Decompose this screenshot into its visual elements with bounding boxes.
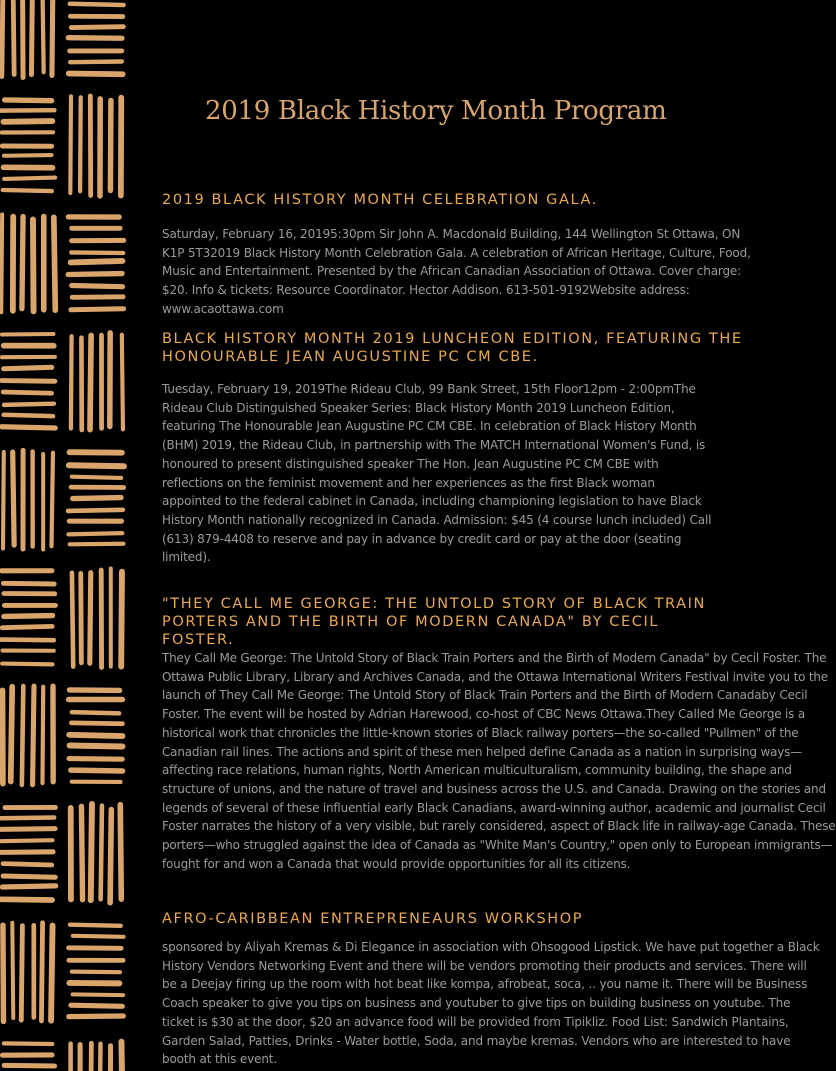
event-luncheon-edition (162, 330, 762, 567)
event-description: They Call Me George: The Untold Story of Black Train Porters and the Birth of Modern Canada" by Cecil Foster. The Ottawa Public Library, Library and Archives Canada, and the Ottawa International Writers Festival invite you to the launch of They Call Me George: The Untold Story of Black Train Porters and the Birth of Modern Canadaby Cecil Foster. The event will be hosted by Adrian Harewood, co-host of CBC News Ottawa.They Called Me George is a historical work that chronicles the little-known stories of Black railway porters—the so-called "Pullmen" of the Canadian rail lines. The actions and spirit of these men helped define Canada as a nation in surprising ways—affecting race relations, human rights, North American multiculturalism, community building, the shape and structure of unions, and the nature of travel and business across the U.S. and Canada. Drawing on the stories and legends of several of these influential early Black Canadians, award-winning author, academic and journalist Cecil Foster narrates the history of a very visible, but rarely considered, aspect of Black life in railway-age Canada. These porters—who struggled against the idea of Canada as "White Man's Country," open only to European immigrants—fought for and won a Canada that would provide opportunities for all its citizens. (162, 651, 836, 871)
event-description: Tuesday, February 19, 2019The Rideau Club, 99 Bank Street, 15th Floor12pm - 2:00pmThe Rideau Club Distinguished Speaker Series: Black History Month 2019 Luncheon Edition, featuring The Honourable Jean Augustine PC CM CBE. In celebration of Black History Month (BHM) 2019, the Rideau Club, in partnership with The MATCH International Women's Fund, is honoured to present distinguished speaker The Hon. Jean Augustine PC CM CBE with reflections on the feminist movement and her experiences as the first Black woman appointed to the federal cabinet in Canada, including championing legislation to have Black History Month nationally recognized in Canada. Admission: $45 (4 course lunch included) Call (613) 879-4408 to reserve and pay in advance by credit card or pay at the door (seating limited). (162, 382, 712, 565)
page-title: 2019 Black History Month Program (205, 96, 667, 126)
event-celebration-gala (162, 191, 762, 319)
event-description: Saturday, February 16, 20195:30pm Sir John A. Macdonald Building, 144 Wellington St Ottawa, ON K1P 5T32019 Black History Month Celebration Gala. A celebration of African Heritage, Culture, Food, Music and Entertainment. Presented by the African Canadian Association of Ottawa. Cover charge: $20. Info & tickets: Resource Coordinator. Hector Addison. 613-501-9192Website address: www.acaottawa.com (162, 227, 751, 316)
event-heading: BLACK HISTORY MONTH 2019 LUNCHEON EDITION, FEATURING THE HONOURABLE JEAN AUGUSTINE PC CM CBE. (162, 331, 743, 365)
event-heading: AFRO-CARIBBEAN ENTREPRENEAURS WORKSHOP (162, 911, 584, 927)
mudcloth-pattern-border (0, 0, 140, 1071)
event-heading: "THEY CALL ME GEORGE: THE UNTOLD STORY OF BLACK TRAIN PORTERS AND THE BIRTH OF MODERN CANADA" BY CECIL FOSTER. (162, 596, 706, 648)
event-book-launch (162, 595, 836, 873)
event-heading: 2019 BLACK HISTORY MONTH CELEBRATION GALA. (162, 192, 598, 208)
event-description: sponsored by Aliyah Kremas & Di Elegance in association with Ohsogood Lipstick. We have put together a Black History Vendors Networking Event and there will be vendors promoting their products and services. There will be a Deejay firing up the room with hot beat like kompa, afrobeat, soca, .. you name it. There will be Business Coach speaker to give you tips on business and youtuber to give tips on building business on youtube. The ticket is $30 at the door, $20 an advance food will be provided from Tipikliz. Food List: Sandwich Plantains, Garden Salad, Patties, Drinks - Water bottle, Soda, and maybe kremas. Vendors who are interested to have booth at this event. (162, 940, 820, 1067)
event-entrepreneurs-workshop (162, 910, 836, 1069)
